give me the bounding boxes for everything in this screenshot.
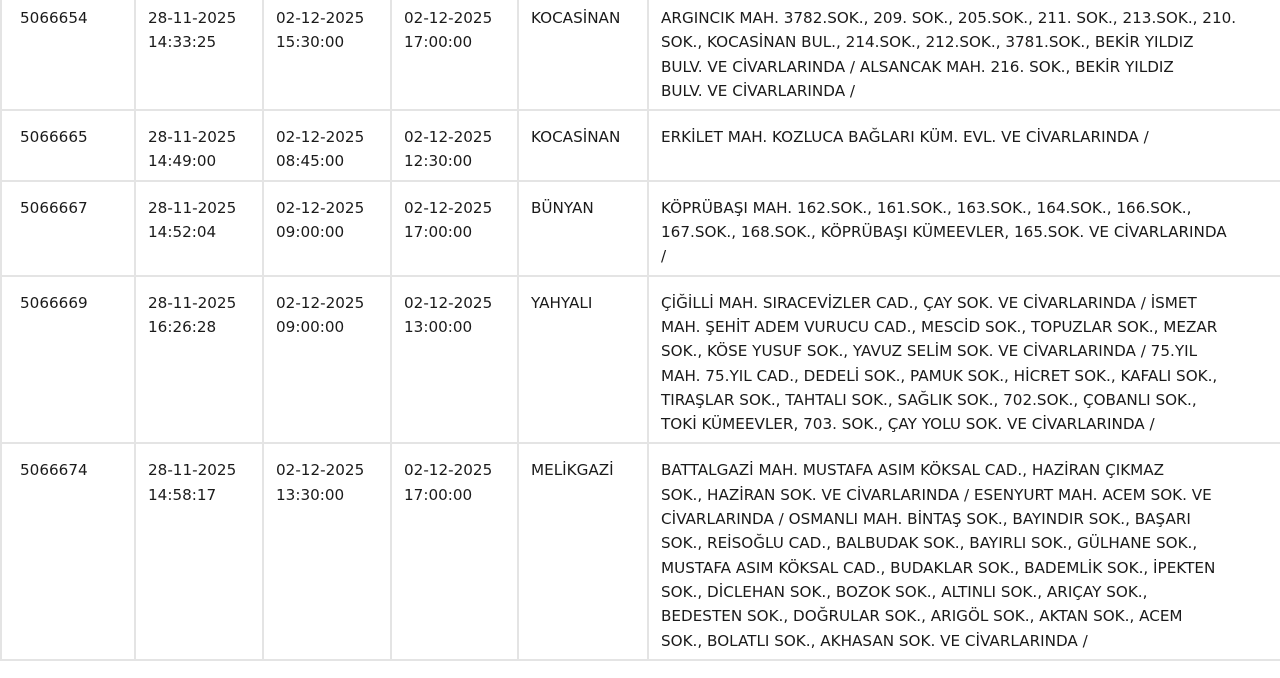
- start-datetime-cell: [263, 181, 391, 276]
- affected-area-line: MAH. 75.YIL CAD., DEDELİ SOK., PAMUK SOK., HİCRET SOK., KAFALI SOK.,: [661, 366, 1218, 385]
- start-date: 02-12-2025: [276, 293, 365, 312]
- affected-area-line: ERKİLET MAH. KOZLUCA BAĞLARI KÜM. EVL. VE CİVARLARINDA /: [661, 128, 1149, 147]
- outage-table-body: [1, 0, 1280, 660]
- created-date: 28-11-2025: [148, 461, 237, 480]
- affected-area-cell: [648, 443, 1280, 659]
- record-id: 5066674: [20, 461, 88, 480]
- table-row: [1, 0, 1280, 110]
- affected-area-line: SOK., DİCLEHAN SOK., BOZOK SOK., ALTINLI SOK., ARIÇAY SOK.,: [661, 582, 1148, 601]
- table-row: [1, 110, 1280, 181]
- start-time: 08:45:00: [276, 152, 345, 171]
- end-date: 02-12-2025: [404, 128, 493, 147]
- created-datetime-cell: [135, 0, 263, 110]
- start-date: 02-12-2025: [276, 461, 365, 480]
- start-time: 13:30:00: [276, 485, 345, 504]
- end-time: 17:00:00: [404, 223, 473, 242]
- start-time: 09:00:00: [276, 317, 345, 336]
- created-datetime-cell: [135, 443, 263, 659]
- start-datetime-cell: [263, 443, 391, 659]
- district-cell: [518, 443, 648, 659]
- affected-area-line: BULV. VE CİVARLARINDA /: [661, 81, 856, 100]
- end-date: 02-12-2025: [404, 198, 493, 217]
- start-date: 02-12-2025: [276, 198, 365, 217]
- start-datetime-cell: [263, 276, 391, 444]
- affected-area-line: BEDESTEN SOK., DOĞRULAR SOK., ARIGÖL SOK., AKTAN SOK., ACEM: [661, 607, 1183, 626]
- record-id: 5066669: [20, 293, 88, 312]
- affected-area-line: KÖPRÜBAŞI MAH. 162.SOK., 161.SOK., 163.SOK., 164.SOK., 166.SOK.,: [661, 198, 1192, 217]
- affected-area-line: SOK., KÖSE YUSUF SOK., YAVUZ SELİM SOK. VE CİVARLARINDA / 75.YIL: [661, 342, 1198, 361]
- district-cell: [518, 110, 648, 181]
- end-date: 02-12-2025: [404, 293, 493, 312]
- end-time: 13:00:00: [404, 317, 473, 336]
- affected-area-line: CİVARLARINDA / OSMANLI MAH. BİNTAŞ SOK., BAYINDIR SOK., BAŞARI: [661, 510, 1191, 529]
- district-cell: [518, 181, 648, 276]
- end-datetime-cell: [391, 276, 518, 444]
- start-datetime-cell: [263, 0, 391, 110]
- district: KOCASİNAN: [531, 128, 621, 147]
- end-time: 17:00:00: [404, 485, 473, 504]
- start-date: 02-12-2025: [276, 128, 365, 147]
- created-date: 28-11-2025: [148, 198, 237, 217]
- record-id-cell: [1, 181, 135, 276]
- affected-area-line: MUSTAFA ASIM KÖKSAL CAD., BUDAKLAR SOK., BADEMLİK SOK., İPEKTEN: [661, 558, 1216, 577]
- start-datetime-cell: [263, 110, 391, 181]
- created-time: 14:33:25: [148, 33, 217, 52]
- end-datetime-cell: [391, 110, 518, 181]
- district: KOCASİNAN: [531, 9, 621, 27]
- end-time: 17:00:00: [404, 33, 473, 52]
- start-time: 09:00:00: [276, 223, 345, 242]
- affected-area-line: TOKİ KÜMEEVLER, 703. SOK., ÇAY YOLU SOK. VE CİVARLARINDA /: [661, 415, 1155, 434]
- affected-area-line: BULV. VE CİVARLARINDA / ALSANCAK MAH. 216. SOK., BEKİR YILDIZ: [661, 57, 1174, 76]
- affected-area-line: SOK., KOCASİNAN BUL., 214.SOK., 212.SOK., 3781.SOK., BEKİR YILDIZ: [661, 33, 1194, 52]
- district: MELİKGAZİ: [531, 461, 614, 480]
- table-row: [1, 276, 1280, 444]
- start-date: 02-12-2025: [276, 9, 365, 27]
- end-datetime-cell: [391, 0, 518, 110]
- end-date: 02-12-2025: [404, 9, 493, 27]
- created-time: 16:26:28: [148, 317, 217, 336]
- affected-area-line: SOK., BOLATLI SOK., AKHASAN SOK. VE CİVARLARINDA /: [661, 631, 1088, 650]
- affected-area-line: SOK., HAZİRAN SOK. VE CİVARLARINDA / ESENYURT MAH. ACEM SOK. VE: [661, 485, 1212, 504]
- record-id-cell: [1, 443, 135, 659]
- created-date: 28-11-2025: [148, 9, 237, 27]
- table-row: [1, 443, 1280, 659]
- affected-area-cell: [648, 0, 1280, 110]
- start-time: 15:30:00: [276, 33, 345, 52]
- affected-area-line: ARGINCIK MAH. 3782.SOK., 209. SOK., 205.SOK., 211. SOK., 213.SOK., 210.: [661, 9, 1237, 27]
- affected-area-line: SOK., REİSOĞLU CAD., BALBUDAK SOK., BAYIRLI SOK., GÜLHANE SOK.,: [661, 534, 1198, 553]
- end-date: 02-12-2025: [404, 461, 493, 480]
- end-datetime-cell: [391, 443, 518, 659]
- affected-area-cell: [648, 276, 1280, 444]
- affected-area-line: BATTALGAZİ MAH. MUSTAFA ASIM KÖKSAL CAD., HAZİRAN ÇIKMAZ: [661, 461, 1165, 480]
- affected-area-cell: [648, 181, 1280, 276]
- record-id: 5066667: [20, 198, 88, 217]
- record-id-cell: [1, 0, 135, 110]
- table-row: [1, 181, 1280, 276]
- affected-area-cell: [648, 110, 1280, 181]
- affected-area-line: /: [661, 247, 667, 266]
- district-cell: [518, 276, 648, 444]
- record-id: 5066654: [20, 9, 88, 27]
- district: BÜNYAN: [531, 198, 594, 217]
- end-time: 12:30:00: [404, 152, 473, 171]
- created-datetime-cell: [135, 276, 263, 444]
- created-datetime-cell: [135, 181, 263, 276]
- affected-area-line: TIRAŞLAR SOK., TAHTALI SOK., SAĞLIK SOK., 702.SOK., ÇOBANLI SOK.,: [661, 390, 1197, 409]
- district: YAHYALI: [531, 293, 593, 312]
- created-datetime-cell: [135, 110, 263, 181]
- record-id-cell: [1, 276, 135, 444]
- created-date: 28-11-2025: [148, 293, 237, 312]
- created-time: 14:58:17: [148, 485, 217, 504]
- affected-area-line: 167.SOK., 168.SOK., KÖPRÜBAŞI KÜMEEVLER, 165.SOK. VE CİVARLARINDA: [661, 223, 1227, 242]
- record-id-cell: [1, 110, 135, 181]
- created-date: 28-11-2025: [148, 128, 237, 147]
- affected-area-line: MAH. ŞEHİT ADEM VURUCU CAD., MESCİD SOK., TOPUZLAR SOK., MEZAR: [661, 317, 1218, 336]
- created-time: 14:49:00: [148, 152, 217, 171]
- district-cell: [518, 0, 648, 110]
- record-id: 5066665: [20, 128, 88, 147]
- created-time: 14:52:04: [148, 223, 217, 242]
- end-datetime-cell: [391, 181, 518, 276]
- affected-area-line: ÇİĞİLLİ MAH. SIRACEVİZLER CAD., ÇAY SOK. VE CİVARLARINDA / İSMET: [661, 293, 1197, 312]
